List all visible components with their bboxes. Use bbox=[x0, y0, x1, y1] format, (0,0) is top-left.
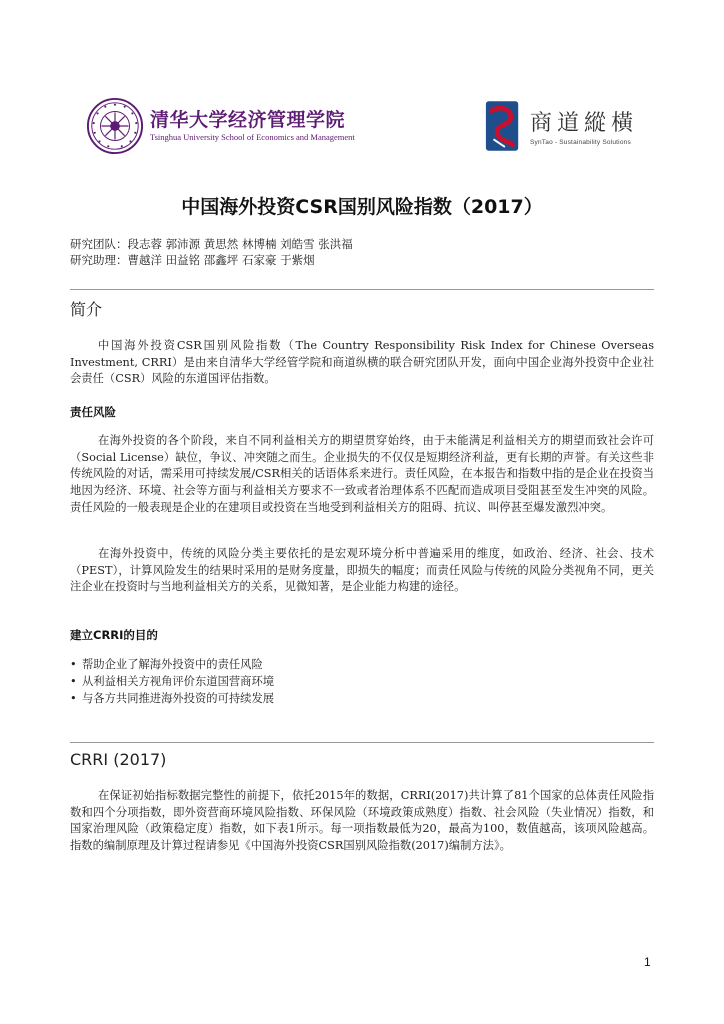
purpose-list bbox=[70, 656, 274, 707]
syntao-name-cn: 商道縱橫 bbox=[530, 111, 639, 136]
syntao-mark-icon bbox=[484, 97, 522, 155]
subheading-crri-purpose: 建立CRRI的目的 bbox=[70, 628, 158, 642]
list-item: • 从利益相关方视角评价东道国营商环境 bbox=[70, 675, 275, 688]
page-number: 1 bbox=[644, 955, 651, 969]
divider bbox=[70, 289, 654, 290]
risk-paragraph-1: 在海外投资的各个阶段，来自不同利益相关方的期望贯穿始终，由于未能满足利益相关方的期望而致社会许可（Social License）缺位，争议、冲突随之而生。企业损失的不仅仅是短期经济利益，更有长期的声誉。有关这些非传统风险的对话，需采用可持续发展/CSR相关的话语体系来进行。责任风险，在本报告和指数中指的是企业在投资当地因为经济、环境、社会等方面与利益相关方要求不一致或者治理体系不匹配而造成项目受阻甚至发生冲突的风险。责任风险的一般表现是企业的在建项目或投资在当地受到利益相关方的阻碍、抗议、叫停甚至爆发激烈冲突。 bbox=[70, 434, 654, 514]
document-title: 中国海外投资CSR国别风险指数（2017） bbox=[181, 196, 543, 218]
intro-paragraph: 中国海外投资CSR国别风险指数（The Country Responsibility Risk Index for Chinese Overseas Investment, CRRI）是由来自清华大学经管学院和商道纵横的联合研究团队开发，面向中国企业海外投资中企业社会责任（CSR）风险的东道国评估指数。 bbox=[70, 339, 654, 386]
section-heading-intro: 简介 bbox=[70, 300, 103, 319]
assistants-line: 研究助理：曹越洋 田益铭 邵鑫坪 石家豪 于紫烟 bbox=[70, 253, 315, 267]
section-heading-crri: CRRI (2017) bbox=[70, 750, 167, 769]
tsinghua-name-cn: 清华大学经济管理学院 bbox=[150, 108, 346, 131]
subheading-responsibility-risk: 责任风险 bbox=[70, 405, 116, 419]
tsinghua-seal-icon bbox=[86, 97, 144, 155]
researchers-line: 研究团队：段志蓉 郭沛源 黄思然 林博楠 刘皓雪 张洪福 bbox=[70, 237, 353, 251]
syntao-name-en: SynTao - Sustainability Solutions bbox=[530, 139, 631, 146]
research-team bbox=[70, 236, 353, 268]
risk-paragraph-2: 在海外投资中，传统的风险分类主要依托的是宏观环境分析中普遍采用的维度，如政治、经济、社会、技术（PEST），计算风险发生的结果时采用的是财务度量，即损失的幅度；而责任风险与传统的风险分类视角不同，更关注企业在投资时与当地利益相关方的关系，见微知著，是企业能力构建的途径。 bbox=[70, 547, 654, 594]
tsinghua-logo bbox=[86, 96, 355, 156]
list-item: • 帮助企业了解海外投资中的责任风险 bbox=[70, 658, 263, 671]
tsinghua-name-en: Tsinghua University School of Economics and Management bbox=[150, 131, 355, 142]
list-item: • 与各方共同推进海外投资的可持续发展 bbox=[70, 692, 275, 705]
crri-paragraph: 在保证初始指标数据完整性的前提下，依托2015年的数据，CRRI(2017)共计算了81个国家的总体责任风险指数和四个分项指数，即外资营商环境风险指数、环保风险（环境政策成熟度）指数、社会风险（失业情况）指数，和国家治理风险（政策稳定度）指数，如下表1所示。每一项指数最低为20，最高为100，数值越高，该项风险越高。指数的编制原理及计算过程请参见《中国海外投资CSR国别风险指数(2017)编制方法》。 bbox=[70, 789, 654, 853]
divider bbox=[70, 742, 654, 743]
syntao-logo bbox=[484, 96, 638, 156]
